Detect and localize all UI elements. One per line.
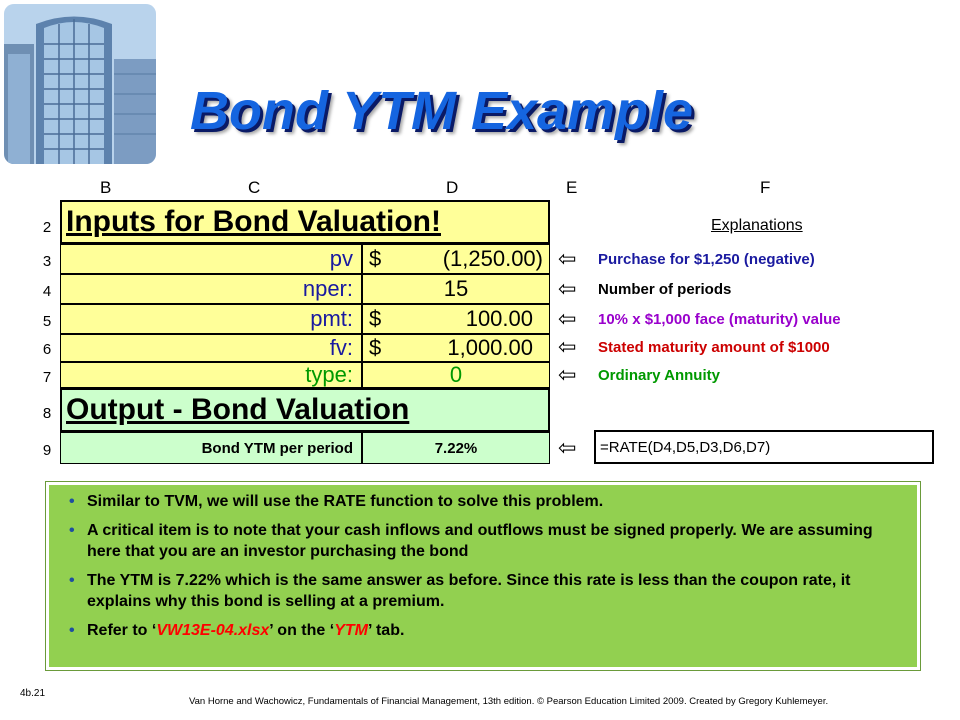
row-number-8: 8 xyxy=(42,405,52,422)
ytm-value: 7.22% xyxy=(434,439,478,457)
note-text-prefix: Refer to ‘ xyxy=(87,622,157,639)
output-header: Output - Bond Valuation xyxy=(66,393,410,426)
fv-value: 1,000.00 xyxy=(447,335,533,360)
fv-label-cell[interactable] xyxy=(60,334,362,362)
note-text-middle: ’ on the ‘ xyxy=(269,622,335,639)
slide-title: Bond YTM Example xyxy=(190,81,694,141)
note-item xyxy=(61,620,905,641)
row-number-4: 4 xyxy=(42,283,52,300)
output-header-cell[interactable] xyxy=(60,388,550,432)
note-text-suffix: ’ tab. xyxy=(367,622,405,639)
row-number-2: 2 xyxy=(42,219,52,236)
type-value-cell[interactable] xyxy=(362,362,550,388)
notes-box xyxy=(46,482,920,670)
tab-name: YTM xyxy=(334,622,368,639)
inputs-header: Inputs for Bond Valuation! xyxy=(66,205,441,238)
bullet-icon: • xyxy=(69,522,75,539)
column-header-c: C xyxy=(248,178,261,197)
left-arrow-icon: ⇦ xyxy=(558,362,577,387)
pmt-label: pmt: xyxy=(310,306,353,331)
explanation-fv: Stated maturity amount of $1000 xyxy=(598,339,830,356)
ytm-label: Bond YTM per period xyxy=(201,439,353,457)
fv-dollar: $ xyxy=(369,335,382,360)
nper-value: 15 xyxy=(443,276,469,301)
left-arrow-icon: ⇦ xyxy=(558,306,577,331)
file-name: VW13E-04.xlsx xyxy=(156,622,270,639)
fv-label: fv: xyxy=(329,335,353,360)
type-value: 0 xyxy=(449,362,463,387)
explanations-header: Explanations xyxy=(711,217,803,234)
explanation-nper: Number of periods xyxy=(598,281,732,298)
formula-cell[interactable] xyxy=(594,430,934,464)
slide-number: 4b.21 xyxy=(20,688,46,699)
inputs-header-cell[interactable] xyxy=(60,200,550,244)
pmt-label-cell[interactable] xyxy=(60,304,362,334)
type-label-cell[interactable] xyxy=(60,362,362,388)
nper-label-cell[interactable] xyxy=(60,274,362,304)
note-text: A critical item is to note that your cash inflows and outflows must be signed properly. We are assuming here that you are an investor purchasing the bond xyxy=(87,522,873,560)
footer-credit: Van Horne and Wachowicz, Fundamentals of Financial Management, 13th edition. © Pearson Education Limited 2009. Created by Gregory Kuhlemeyer. xyxy=(189,696,829,707)
left-arrow-icon: ⇦ xyxy=(558,276,577,301)
pv-dollar: $ xyxy=(369,246,382,271)
column-header-f: F xyxy=(760,178,771,197)
row-number-6: 6 xyxy=(42,341,52,358)
pmt-value: 100.00 xyxy=(465,306,533,331)
note-item xyxy=(61,491,905,512)
note-item xyxy=(61,520,905,562)
left-arrow-icon: ⇦ xyxy=(558,246,577,271)
bullet-icon: • xyxy=(69,493,75,510)
pmt-value-cell[interactable] xyxy=(362,304,550,334)
column-header-b: B xyxy=(100,178,112,197)
column-header-e: E xyxy=(566,178,578,197)
ytm-value-cell[interactable] xyxy=(362,432,550,464)
bullet-icon: • xyxy=(69,622,75,639)
nper-value-cell[interactable] xyxy=(362,274,550,304)
row-number-3: 3 xyxy=(42,253,52,270)
row-number-7: 7 xyxy=(42,369,52,386)
row-number-9: 9 xyxy=(42,442,52,459)
rate-formula: =RATE(D4,D5,D3,D6,D7) xyxy=(600,438,771,456)
fv-value-cell[interactable] xyxy=(362,334,550,362)
nper-label: nper: xyxy=(302,276,353,301)
type-label: type: xyxy=(305,362,353,387)
bullet-icon: • xyxy=(69,572,75,589)
pv-value: (1,250.00) xyxy=(442,246,543,271)
explanation-pv: Purchase for $1,250 (negative) xyxy=(598,251,815,268)
pv-label: pv xyxy=(329,246,353,271)
explanation-type: Ordinary Annuity xyxy=(598,367,720,384)
left-arrow-icon: ⇦ xyxy=(558,435,577,460)
ytm-label-cell[interactable] xyxy=(60,432,362,464)
note-text: Similar to TVM, we will use the RATE function to solve this problem. xyxy=(87,493,604,510)
note-text: The YTM is 7.22% which is the same answer as before. Since this rate is less than the coupon rate, it explains why this bond is selling at a premium. xyxy=(87,572,851,610)
pv-value-cell[interactable] xyxy=(362,244,550,274)
building-photo xyxy=(4,4,156,164)
explanation-pmt: 10% x $1,000 face (maturity) value xyxy=(598,311,841,328)
pv-label-cell[interactable] xyxy=(60,244,362,274)
column-header-d: D xyxy=(446,178,459,197)
pmt-dollar: $ xyxy=(369,306,382,331)
row-number-5: 5 xyxy=(42,313,52,330)
left-arrow-icon: ⇦ xyxy=(558,334,577,359)
note-item xyxy=(61,570,905,612)
